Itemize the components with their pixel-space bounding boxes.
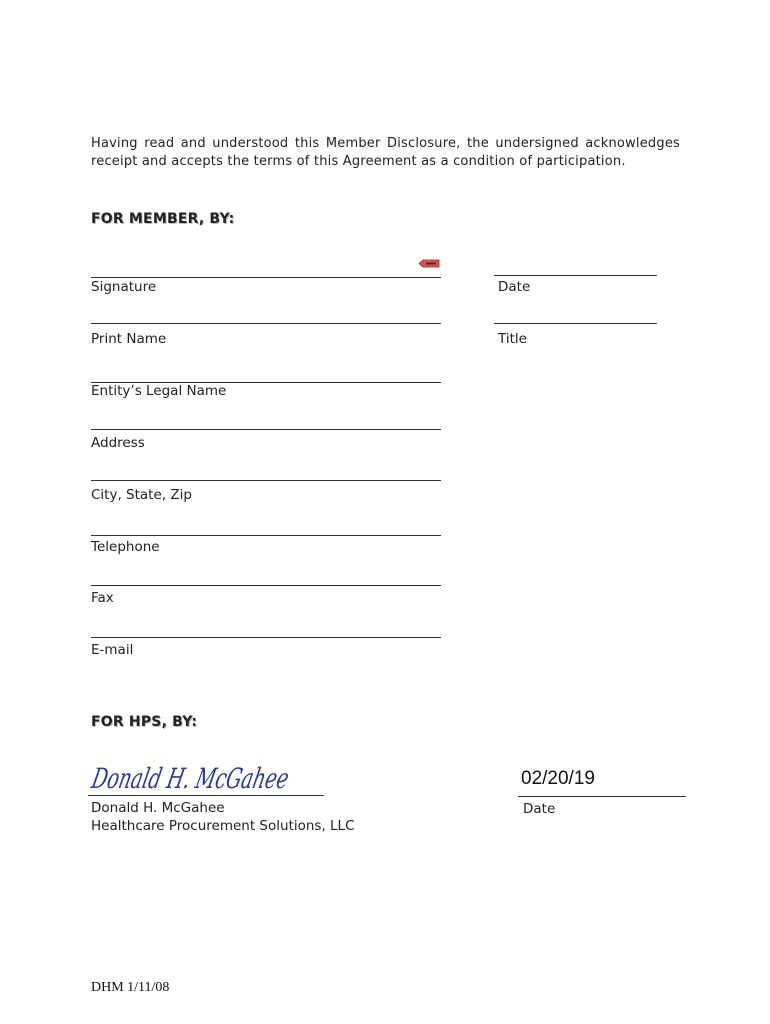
- title-label: Title: [498, 331, 527, 347]
- title-line[interactable]: [494, 323, 657, 324]
- email-label: E-mail: [91, 642, 134, 658]
- member-section-heading: FOR MEMBER, BY:: [91, 211, 235, 227]
- city-state-zip-label: City, State, Zip: [91, 487, 192, 503]
- handwritten-signature: [88, 752, 383, 800]
- member-date-label: Date: [498, 279, 531, 295]
- fax-label: Fax: [91, 590, 114, 606]
- signature-script: Donald H. McGahee: [88, 762, 383, 795]
- hps-signer-company: Healthcare Procurement Solutions, LLC: [91, 818, 355, 834]
- intro-paragraph: Having read and understood this Member Disclosure, the undersigned acknowledges receipt and accepts the terms of this Agreement as a condition of participation.: [91, 136, 680, 169]
- hps-date-label: Date: [523, 801, 556, 817]
- hps-signer-name: Donald H. McGahee: [91, 800, 225, 816]
- print-name-line[interactable]: [91, 323, 441, 324]
- hps-date-value: 02/20/19: [521, 768, 595, 789]
- signature-line[interactable]: [91, 277, 441, 278]
- signature-label: Signature: [91, 279, 157, 295]
- hps-section-heading: FOR HPS, BY:: [91, 714, 198, 730]
- telephone-label: Telephone: [91, 539, 160, 555]
- address-line[interactable]: [91, 429, 441, 430]
- hps-date-line: [518, 796, 686, 797]
- hps-signature-line: [88, 795, 324, 796]
- telephone-line[interactable]: [91, 535, 441, 536]
- footer-revision: DHM 1/11/08: [91, 980, 170, 995]
- member-date-line[interactable]: [494, 275, 657, 276]
- address-label: Address: [91, 435, 145, 451]
- fax-line[interactable]: [91, 585, 441, 586]
- sign-here-arrow-icon[interactable]: [418, 259, 440, 268]
- email-line[interactable]: [91, 637, 441, 638]
- city-state-zip-line[interactable]: [91, 480, 441, 481]
- entity-legal-name-label: Entity’s Legal Name: [91, 383, 227, 399]
- print-name-label: Print Name: [91, 331, 167, 347]
